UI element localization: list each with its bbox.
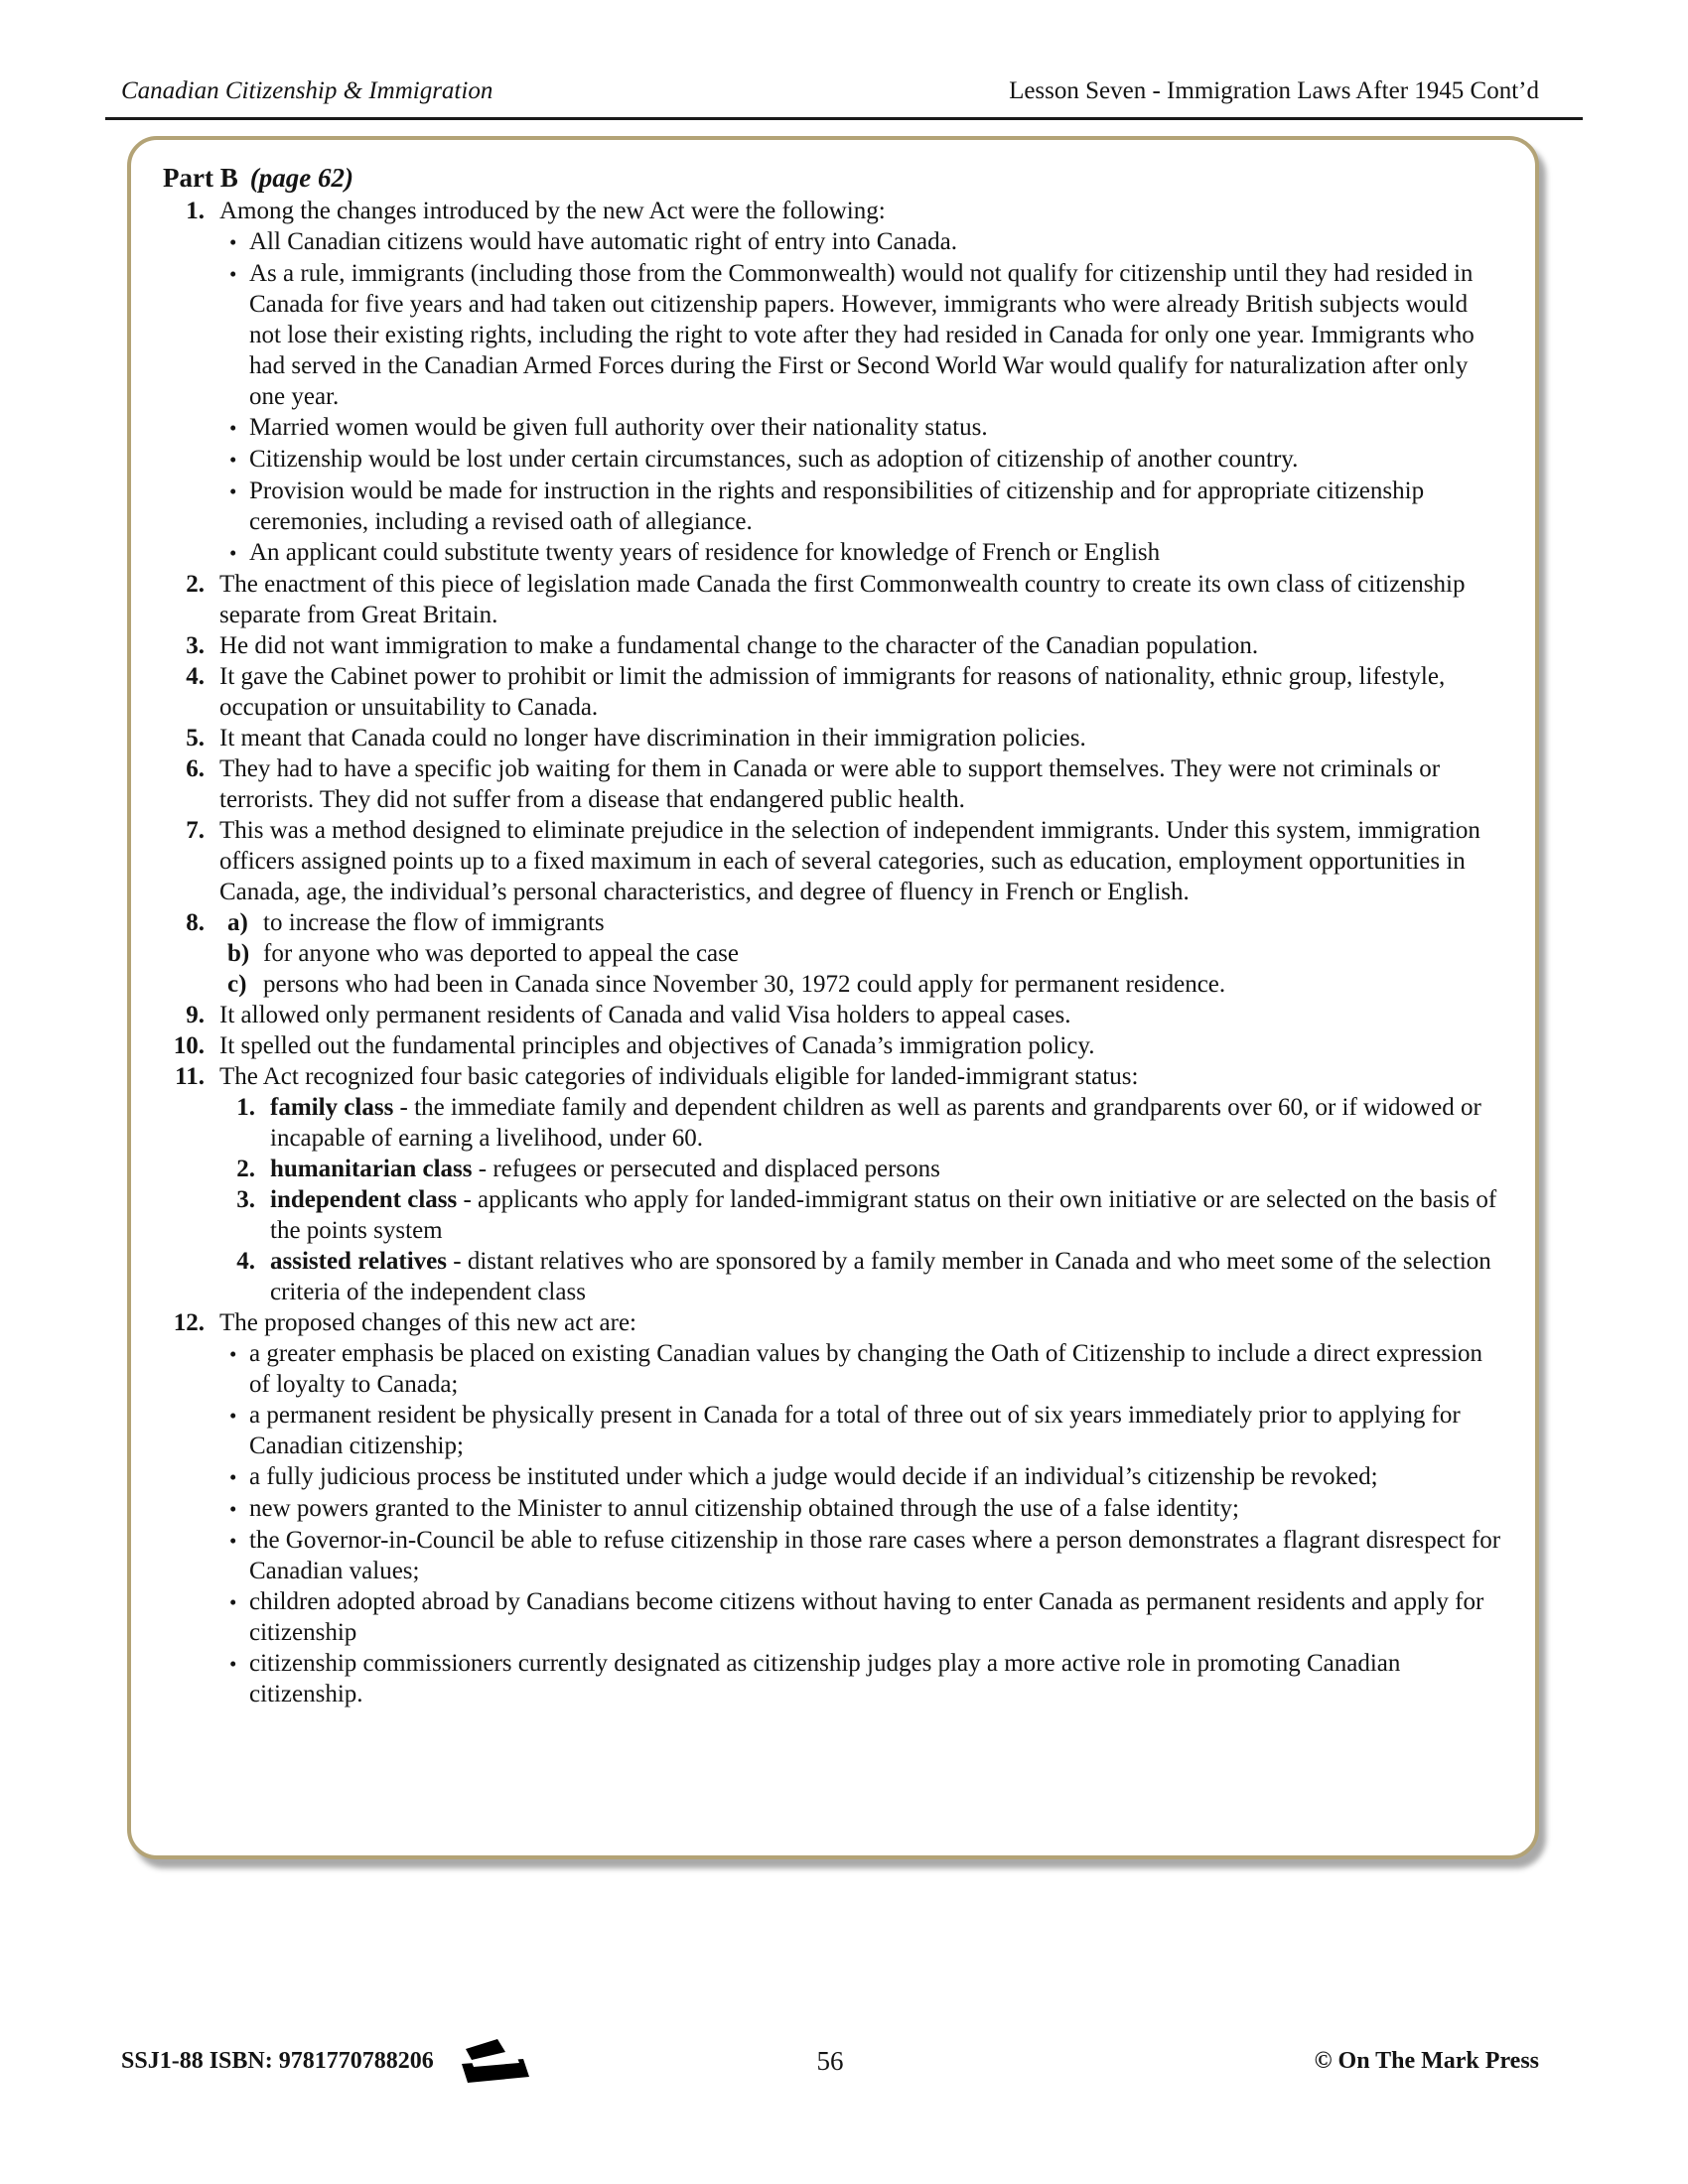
bullet-item	[219, 476, 1505, 537]
item-number: 3.	[186, 632, 205, 659]
bullet-item	[219, 537, 1505, 569]
subitem-number: 1.	[236, 1094, 255, 1121]
letter-text: for anyone who was deported to appeal the case	[263, 940, 739, 967]
bullet-item	[219, 1586, 1505, 1648]
answer-box	[127, 136, 1539, 1859]
category-name: assisted relatives	[270, 1248, 447, 1275]
bullet-text: citizenship commissioners currently designated as citizenship judges play a more active role in promoting Canadian citizenship.	[249, 1650, 1401, 1707]
category-item	[219, 1184, 1505, 1246]
item-number: 6.	[186, 755, 205, 782]
bullet-icon	[219, 1648, 249, 1709]
item-number: 4.	[186, 663, 205, 690]
copyright: © On The Mark Press	[1314, 2047, 1539, 2074]
letter-label: b)	[227, 940, 250, 967]
item-number: 11.	[175, 1063, 205, 1090]
lettered-item	[219, 969, 1505, 1000]
subitem-number: 2.	[236, 1156, 255, 1182]
bullet-item	[219, 1461, 1505, 1493]
answer-item-1	[159, 196, 1505, 569]
subitem-text	[270, 1246, 1505, 1307]
bullet-icon	[219, 258, 249, 412]
bullet-text: a greater emphasis be placed on existing Canadian values by changing the Oath of Citizenship to include a direct expression of loyalty to Canada;	[249, 1340, 1482, 1398]
category-description: - refugees or persecuted and displaced persons	[472, 1156, 940, 1182]
item-text: The enactment of this piece of legislation made Canada the first Commonwealth country to create its own class of citizenship separate from Great Britain.	[219, 571, 1466, 628]
item-text: It spelled out the fundamental principles and objectives of Canada’s immigration policy.	[219, 1032, 1095, 1059]
bullet-item	[219, 1525, 1505, 1586]
item-number: 9.	[186, 1002, 205, 1028]
bullet-text: Married women would be given full authority over their nationality status.	[249, 414, 988, 441]
item-number: 1.	[186, 198, 205, 224]
bullet-text: Provision would be made for instruction in the rights and responsibilities of citizenship and for appropriate citizenship ceremonies, including a revised oath of allegiance.	[249, 478, 1425, 535]
answer-item-7	[159, 815, 1505, 907]
answer-item-4	[159, 661, 1505, 723]
lettered-item	[219, 938, 1505, 969]
isbn-code: SSJ1-88 ISBN: 9781770788206	[121, 2047, 434, 2074]
part-heading	[159, 160, 1505, 196]
bullet-item	[219, 258, 1505, 412]
letter-label: c)	[227, 971, 247, 998]
header-lesson-title: Lesson Seven - Immigration Laws After 1945 Cont’d	[1009, 77, 1539, 104]
bullet-text: new powers granted to the Minister to annul citizenship obtained through the use of a false identity;	[249, 1495, 1239, 1522]
answer-item-8	[159, 907, 1505, 1000]
category-name: humanitarian class	[270, 1156, 473, 1182]
item-text: It gave the Cabinet power to prohibit or limit the admission of immigrants for reasons of nationality, ethnic group, lifestyle, occupation or unsuitability to Canada.	[219, 663, 1446, 721]
item-text: The Act recognized four basic categories of individuals eligible for landed-immigrant status:	[219, 1063, 1139, 1090]
publisher-press-icon	[460, 2037, 531, 2085]
category-description: - applicants who apply for landed-immigrant status on their own initiative or are selected on the basis of the points system	[270, 1186, 1497, 1244]
part-title: Part B	[163, 163, 238, 193]
bullet-item	[219, 412, 1505, 444]
bullet-text: Citizenship would be lost under certain circumstances, such as adoption of citizenship of another country.	[249, 446, 1299, 473]
bullet-icon	[219, 1586, 249, 1648]
category-description: - the immediate family and dependent children as well as parents and grandparents over 60, or if widowed or incapable of earning a livelihood, under 60.	[270, 1094, 1481, 1152]
bullet-text: children adopted abroad by Canadians become citizens without having to enter Canada as permanent residents and apply for citizenship	[249, 1588, 1484, 1646]
item-text: It allowed only permanent residents of Canada and valid Visa holders to appeal cases.	[219, 1002, 1071, 1028]
header-booklet-title: Canadian Citizenship & Immigration	[121, 77, 493, 104]
bullet-icon	[219, 1525, 249, 1586]
letter-text: persons who had been in Canada since November 30, 1972 could apply for permanent residence.	[263, 971, 1226, 998]
page-footer	[121, 2037, 1539, 2085]
item-text: Among the changes introduced by the new Act were the following:	[219, 198, 886, 224]
page-header	[0, 0, 1688, 105]
bullet-item	[219, 226, 1505, 258]
answer-item-6	[159, 753, 1505, 815]
subitem-number: 3.	[236, 1186, 255, 1213]
answer-item-2	[159, 569, 1505, 630]
item-text: They had to have a specific job waiting for them in Canada or were able to support themselves. They were not criminals or terrorists. They did not suffer from a disease that endangered public health.	[219, 755, 1441, 813]
page-number: 56	[816, 2045, 844, 2076]
item-number: 10.	[173, 1032, 205, 1059]
part-page-ref: (page 62)	[249, 163, 353, 193]
bullet-icon	[219, 412, 249, 444]
bullet-item	[219, 1493, 1505, 1525]
item-number: 2.	[186, 571, 205, 598]
bullet-item	[219, 1400, 1505, 1461]
bullet-icon	[219, 444, 249, 476]
bullet-text: As a rule, immigrants (including those from the Commonwealth) would not qualify for citizenship until they had resided in Canada for five years and had taken out citizenship papers. However, immigrants who were already British subjects would not lose their existing rights, including the right to vote after they had resided in Canada for only one year. Immigrants who had served in the Canadian Armed Forces during the First or Second World War would qualify for naturalization after only one year.	[249, 260, 1475, 410]
subitem-text	[270, 1154, 1505, 1184]
answer-item-5	[159, 723, 1505, 753]
bullet-text: All Canadian citizens would have automatic right of entry into Canada.	[249, 228, 957, 255]
bullet-icon	[219, 226, 249, 258]
item-text: The proposed changes of this new act are:	[219, 1309, 636, 1336]
bullet-item	[219, 444, 1505, 476]
bullet-icon	[219, 537, 249, 569]
lettered-item	[219, 907, 1505, 938]
item-text: This was a method designed to eliminate prejudice in the selection of independent immigrants. Under this system, immigration officers assigned points up to a fixed maximum in each of several categories, such as education, employment opportunities in Canada, age, the individual’s personal characteristics, and degree of fluency in French or English.	[219, 817, 1480, 905]
bullet-text: a permanent resident be physically present in Canada for a total of three out of six years immediately prior to applying for Canadian citizenship;	[249, 1402, 1461, 1459]
item-number: 8.	[186, 909, 205, 936]
subitem-number: 4.	[236, 1248, 255, 1275]
category-item	[219, 1246, 1505, 1307]
category-item	[219, 1154, 1505, 1184]
bullet-text: a fully judicious process be instituted under which a judge would decide if an individual’s citizenship be revoked;	[249, 1463, 1378, 1490]
category-description: - distant relatives who are sponsored by a family member in Canada and who meet some of the selection criteria of the independent class	[270, 1248, 1491, 1305]
header-rule	[105, 117, 1583, 120]
item-text: He did not want immigration to make a fundamental change to the character of the Canadian population.	[219, 632, 1259, 659]
answer-item-3	[159, 630, 1505, 661]
bullet-item	[219, 1338, 1505, 1400]
subitem-text	[270, 1092, 1505, 1154]
answer-item-9	[159, 1000, 1505, 1030]
bullet-icon	[219, 1338, 249, 1400]
bullet-icon	[219, 1400, 249, 1461]
item-number: 12.	[173, 1309, 205, 1336]
bullet-text: the Governor-in-Council be able to refuse citizenship in those rare cases where a person demonstrates a flagrant disrespect for Canadian values;	[249, 1527, 1501, 1584]
category-item	[219, 1092, 1505, 1154]
item-number: 5.	[186, 725, 205, 751]
category-name: independent class	[270, 1186, 458, 1213]
bullet-icon	[219, 1493, 249, 1525]
bullet-icon	[219, 1461, 249, 1493]
bullet-icon	[219, 476, 249, 537]
item-number: 7.	[186, 817, 205, 844]
answer-item-11	[159, 1061, 1505, 1307]
letter-label: a)	[227, 909, 248, 936]
bullet-item	[219, 1648, 1505, 1709]
item-text: It meant that Canada could no longer have discrimination in their immigration policies.	[219, 725, 1086, 751]
subitem-text	[270, 1184, 1505, 1246]
bullet-text: An applicant could substitute twenty years of residence for knowledge of French or English	[249, 539, 1161, 566]
category-name: family class	[270, 1094, 394, 1121]
answer-item-12	[159, 1307, 1505, 1709]
letter-text: to increase the flow of immigrants	[263, 909, 605, 936]
footer-left	[121, 2037, 531, 2085]
answer-item-10	[159, 1030, 1505, 1061]
